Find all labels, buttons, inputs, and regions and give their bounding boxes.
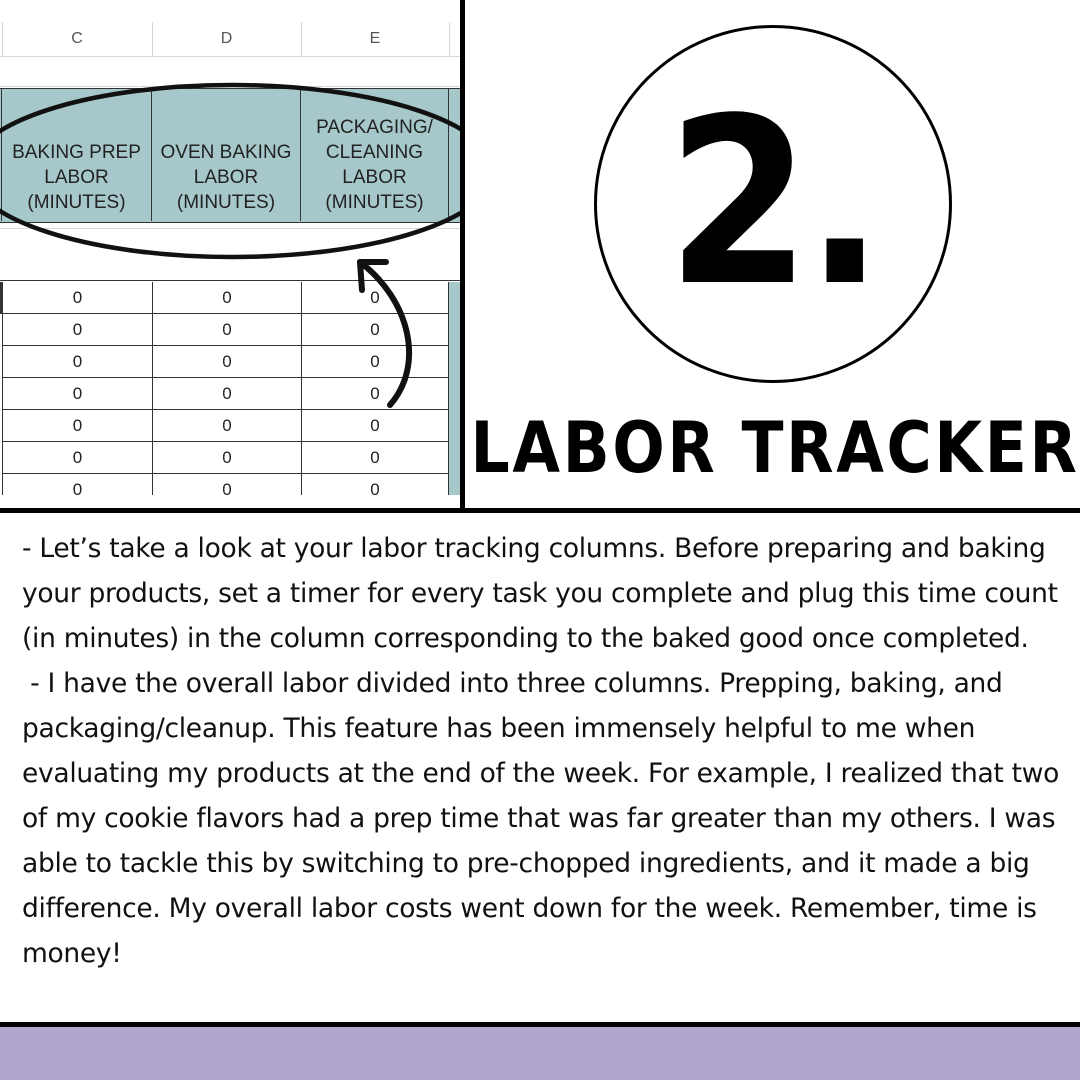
cell-prep: 0 [2,474,153,495]
cell-oven: 0 [152,442,302,474]
cell-packaging: 0 [301,282,449,314]
footer-band [0,1027,1080,1080]
cell-packaging: 0 [301,474,449,495]
highlight-ellipse [0,85,460,257]
paragraph-2: - I have the overall labor divided into three columns. Prepping, baking, and packaging/cleanup. This feature has been immensely helpful to me when evaluating my products at the end of the week. For example, I realized that two of my cookie flavors had a prep time that was far greater than my others. I was able to tackle this by switching to pre-chopped ingredients, and it made a big difference. My overall labor costs went down for the week. Remember, time is money! [22,668,1068,969]
description-text [22,526,1072,976]
cell-oven: 0 [152,474,302,495]
header-packaging-cleaning-labor: PACKAGING/ CLEANING LABOR (MINUTES) [301,88,449,221]
cell-oven: 0 [152,282,302,314]
cell-packaging: 0 [301,442,449,474]
cell-prep: 0 [2,378,153,410]
cell-packaging: 0 [301,346,449,378]
header-oven-baking-labor: OVEN BAKING LABOR (MINUTES) [152,88,301,221]
step-number-circle [594,25,952,383]
cell-prep: 0 [2,346,153,378]
cell-prep: 0 [2,442,153,474]
cell-packaging: 0 [301,378,449,410]
column-letter-c: C [2,22,153,56]
cell-prep: 0 [2,410,153,442]
cell-prep: 0 [2,282,153,314]
horizontal-divider [0,508,1080,513]
cell-oven: 0 [152,378,302,410]
column-letter-d: D [152,22,302,56]
cell-oven: 0 [152,346,302,378]
cell-oven: 0 [152,314,302,346]
cell-oven: 0 [152,410,302,442]
page-title [470,405,1080,490]
header-baking-prep-labor: BAKING PREP LABOR (MINUTES) [2,88,152,221]
curved-arrow-icon [360,262,409,405]
annotation-overlay [0,0,460,495]
column-letter-e: E [301,22,450,56]
cell-packaging: 0 [301,314,449,346]
step-number: 2. [667,70,879,337]
vertical-divider [460,0,465,512]
paragraph-1: - Let’s take a look at your labor tracking columns. Before preparing and baking your products, set a timer for every task you complete and plug this time count (in minutes) in the column corresponding to the baked good once completed. [22,533,1066,654]
cell-packaging: 0 [301,410,449,442]
page-title-text: LABOR TRACKER [470,406,1080,489]
cell-prep: 0 [2,314,153,346]
spreadsheet-screenshot [0,0,460,495]
